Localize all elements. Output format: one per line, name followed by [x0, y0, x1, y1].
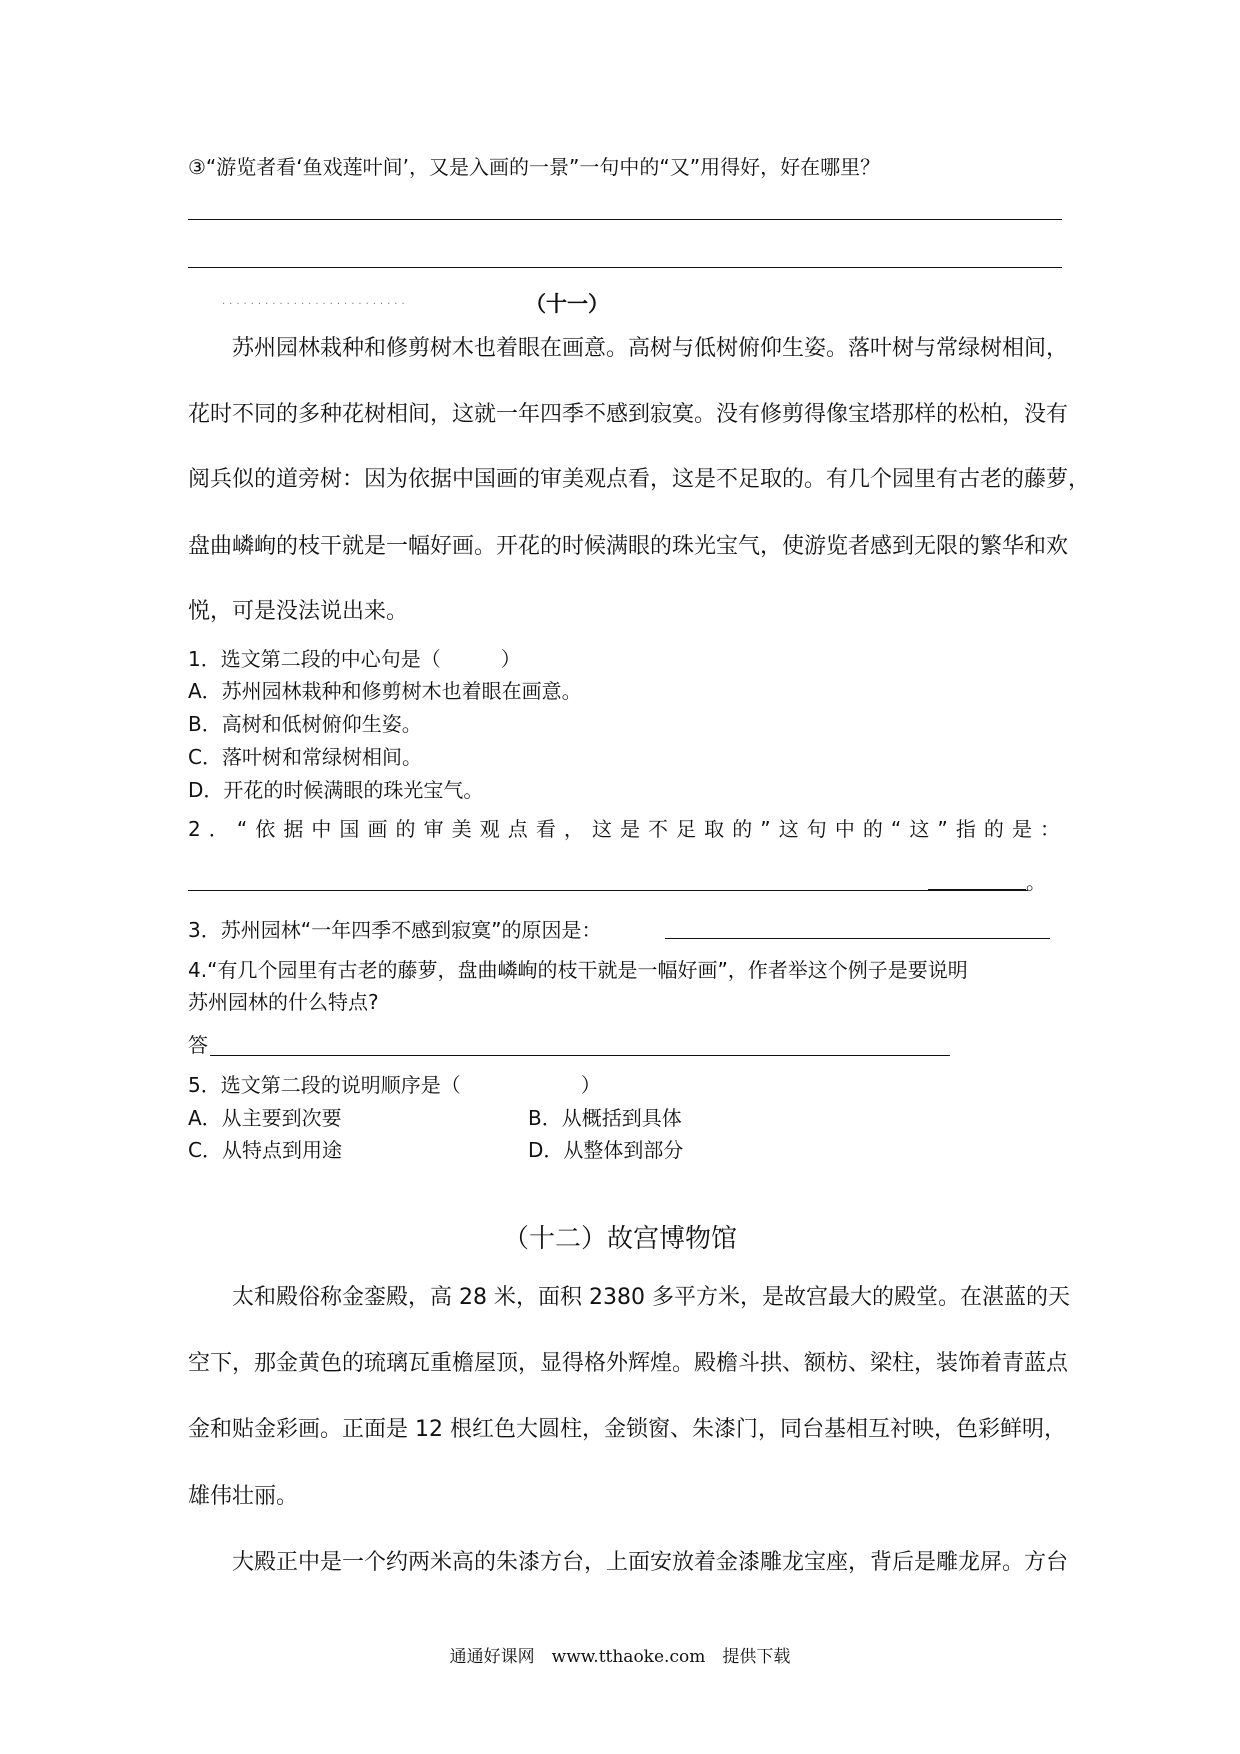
option-b: B．高树和低树俯仰生姿。 [188, 712, 422, 736]
option-b: B．从概括到具体 [528, 1106, 682, 1130]
option-a: A．苏州园林栽种和修剪树木也着眼在画意。 [188, 679, 582, 703]
question-3-prompt: ③“游览者看‘鱼戏莲叶间’，又是入画的一景”一句中的“又”用得好，好在哪里？ [188, 155, 881, 179]
question-5: 5．选文第二段的说明顺序是（ ） [188, 1073, 601, 1097]
question-1: 1．选文第二段的中心句是（ ） [188, 647, 521, 671]
question-4-line2: 苏州园林的什么特点? [188, 990, 379, 1014]
answer-line [188, 267, 1062, 268]
question-4-line1: 4.“有几个园里有古老的藤萝，盘曲嶙峋的枝干就是一幅好画”，作者举这个例子是要说明 [188, 958, 968, 982]
option-c: C．落叶树和常绿树相间。 [188, 745, 422, 769]
option-d: D．从整体到部分 [528, 1138, 684, 1162]
section-11-heading: （十一） [525, 292, 609, 316]
answer-label: 答 [188, 1033, 208, 1057]
paragraph-line: 苏州园林栽种和修剪树木也着眼在画意。高树与低树俯仰生姿。落叶树与常绿树相间， [232, 336, 1069, 361]
question-2: 2．“依据中国画的审美观点看，这是不足取的”这句中的“这”指的是： [188, 817, 1062, 841]
option-a: A．从主要到次要 [188, 1106, 342, 1130]
paragraph-line: 悦，可是没法说出来。 [188, 599, 409, 624]
answer-line [188, 890, 1028, 891]
paragraph-line: 大殿正中是一个约两米高的朱漆方台，上面安放着金漆雕龙宝座，背后是雕龙屏。方台 [232, 1550, 1069, 1575]
paragraph-line: 金和贴金彩画。正面是 12 根红色大圆柱，金锁窗、朱漆门，同台基相互衬映，色彩鲜明， [188, 1417, 1066, 1442]
question-3: 3．苏州园林“一年四季不感到寂寞”的原因是： [188, 918, 602, 942]
footer-source: 通通好课网 www.tthaoke.com 提供下载 [449, 1647, 791, 1667]
paragraph-line: 雄伟壮丽。 [188, 1484, 299, 1509]
paragraph-line: 阅兵似的道旁树：因为依据中国画的审美观点看，这是不足取的。有几个园里有古老的藤萝， [188, 467, 1091, 492]
paragraph-line: 太和殿俗称金銮殿，高 28 米，面积 2380 多平方米，是故宫最大的殿堂。在湛蓝的天 [232, 1285, 1070, 1310]
period: 。 [1026, 870, 1046, 894]
answer-line [928, 889, 1026, 891]
answer-line [188, 219, 1062, 220]
paragraph-line: 盘曲嶙峋的枝干就是一幅好画。开花的时候满眼的珠光宝气，使游览者感到无限的繁华和欢 [188, 534, 1069, 559]
paragraph-line: 花时不同的多种花树相间，这就一年四季不感到寂寞。没有修剪得像宝塔那样的松柏，没有 [188, 402, 1069, 427]
answer-line [210, 1055, 950, 1056]
dotted-leader: .......................... [222, 296, 409, 307]
option-c: C．从特点到用途 [188, 1138, 342, 1162]
paragraph-line: 空下，那金黄色的琉璃瓦重檐屋顶，显得格外辉煌。殿檐斗拱、额枋、梁柱，装饰着青蓝点 [188, 1351, 1069, 1376]
option-d: D．开花的时候满眼的珠光宝气。 [188, 778, 484, 802]
answer-line [665, 938, 1050, 939]
section-12-title: （十二）故宫博物馆 [502, 1224, 737, 1254]
